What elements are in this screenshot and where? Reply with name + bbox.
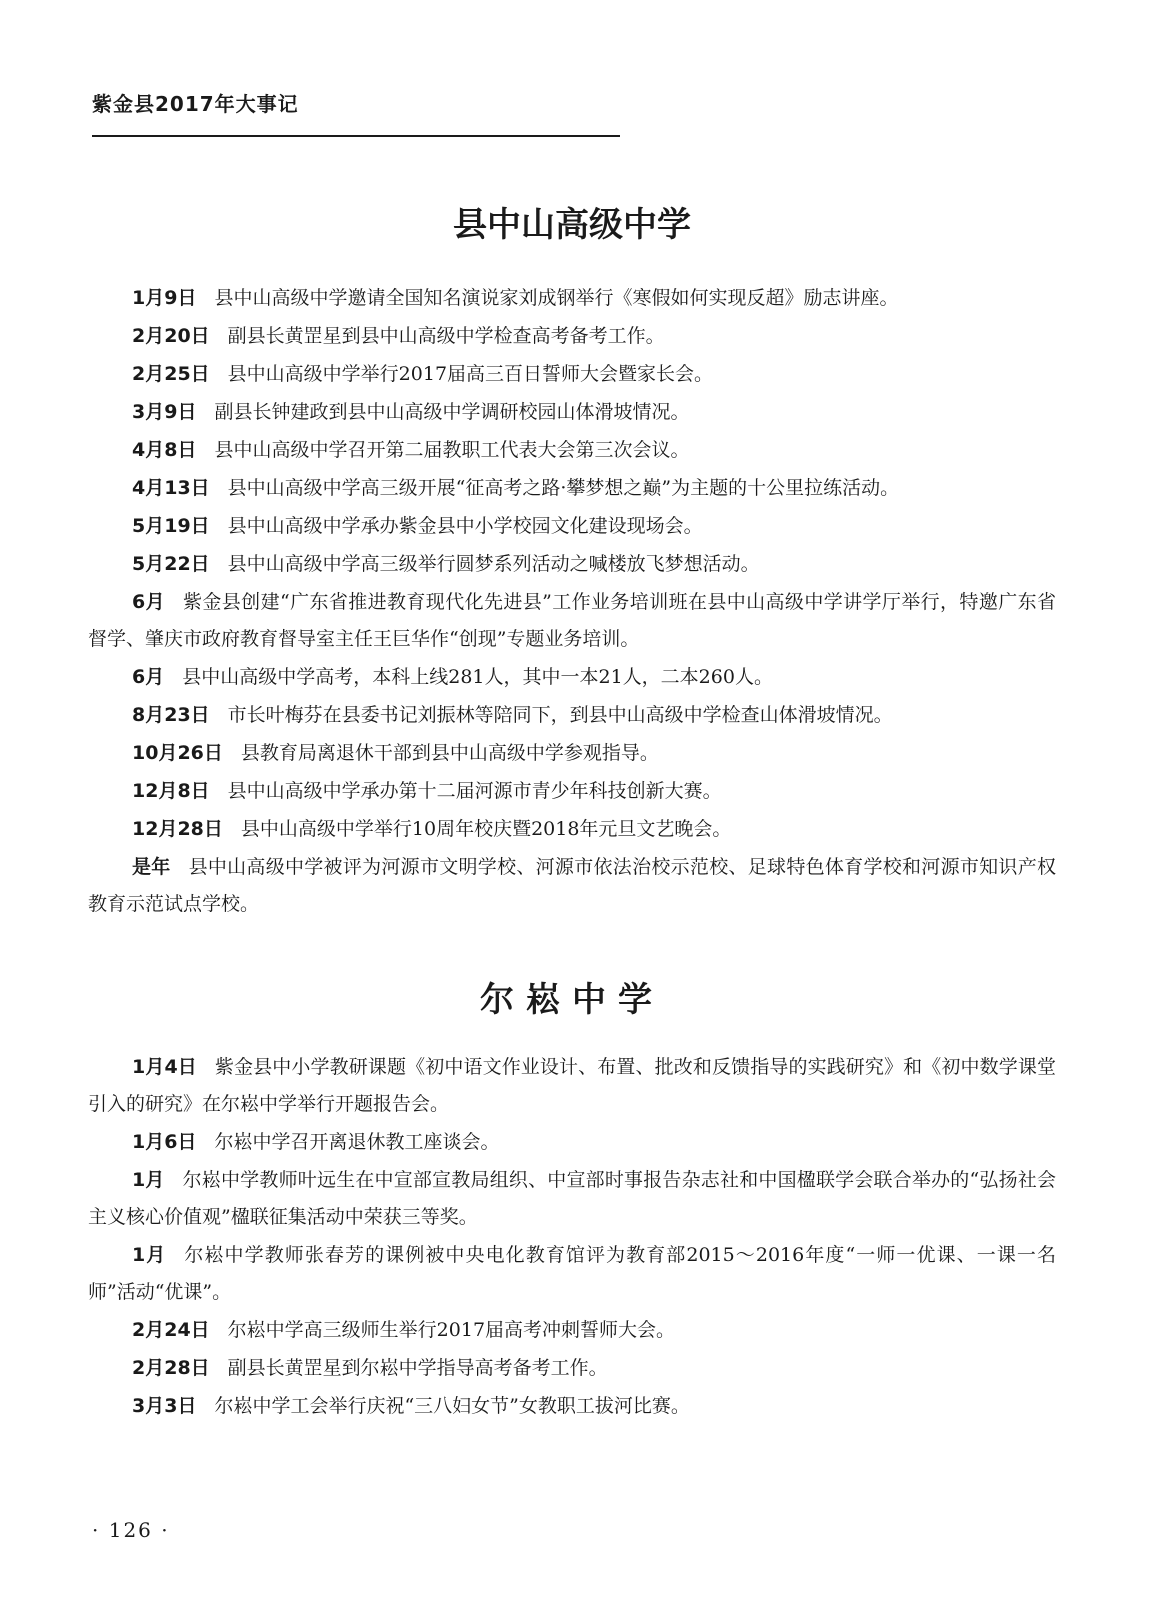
entry-text: 紫金县中小学教研课题《初中语文作业设计、布置、批改和反馈指导的实践研究》和《初中数学课堂引入的研究》在尔崧中学举行开题报告会。: [88, 1056, 1056, 1115]
entry-list: [88, 280, 1056, 923]
page-number: · 126 ·: [92, 1518, 170, 1542]
entry-date: 6月: [132, 666, 165, 688]
entry-text: 尔崧中学教师叶远生在中宣部宣教局组织、中宣部时事报告杂志社和中国楹联学会联合举办的“弘扬社会主义核心价值观”楹联征集活动中荣获三等奖。: [88, 1169, 1056, 1228]
entry-text: 县中山高级中学高考，本科上线281人，其中一本21人，二本260人。: [182, 666, 773, 688]
list-item: [88, 659, 1056, 696]
entry-date: 6月: [132, 591, 166, 613]
entry-date: 1月4日: [132, 1056, 197, 1078]
entry-date: 12月28日: [132, 818, 223, 840]
entry-date: 1月9日: [132, 287, 197, 309]
entry-text: 县中山高级中学举行10周年校庆暨2018年元旦文艺晚会。: [240, 818, 732, 840]
list-item: [88, 546, 1056, 583]
entry-date: 2月25日: [132, 363, 210, 385]
entry-date: 4月8日: [132, 439, 197, 461]
entry-date: 是年: [132, 856, 171, 878]
entry-date: 2月28日: [132, 1357, 210, 1379]
page-content: [88, 200, 1056, 1426]
entry-text: 县中山高级中学举行2017届高三百日誓师大会暨家长会。: [227, 363, 714, 385]
entry-date: 5月22日: [132, 553, 210, 575]
entry-text: 紫金县创建“广东省推进教育现代化先进县”工作业务培训班在县中山高级中学讲学厅举行，特邀广东省督学、肇庆市政府教育督导室主任王巨华作“创现”专题业务培训。: [88, 591, 1056, 650]
entry-date: 3月9日: [132, 401, 197, 423]
list-item: [88, 508, 1056, 545]
entry-date: 2月24日: [132, 1319, 210, 1341]
list-item: [88, 1124, 1056, 1161]
list-item: [88, 470, 1056, 507]
entry-text: 县中山高级中学邀请全国知名演说家刘成钢举行《寒假如何实现反超》励志讲座。: [214, 287, 899, 309]
entry-date: 1月: [132, 1244, 167, 1266]
section-title: 县中山高级中学: [453, 205, 691, 245]
entry-date: 1月: [132, 1169, 165, 1191]
list-item: [88, 697, 1056, 734]
list-item: [88, 318, 1056, 355]
list-item: [88, 356, 1056, 393]
header-rule: [92, 135, 620, 137]
list-item: [88, 849, 1056, 923]
entry-text: 副县长黄罡星到县中山高级中学检查高考备考工作。: [227, 325, 665, 347]
entry-text: 县中山高级中学高三级举行圆梦系列活动之喊楼放飞梦想活动。: [227, 553, 760, 575]
entry-date: 4月13日: [132, 477, 210, 499]
entry-text: 副县长钟建政到县中山高级中学调研校园山体滑坡情况。: [214, 401, 690, 423]
entry-text: 县中山高级中学召开第二届教职工代表大会第三次会议。: [214, 439, 690, 461]
entry-text: 尔崧中学高三级师生举行2017届高考冲刺誓师大会。: [227, 1319, 676, 1341]
entry-text: 县中山高级中学高三级开展“征高考之路·攀梦想之巅”为主题的十公里拉练活动。: [227, 477, 900, 499]
entry-date: 2月20日: [132, 325, 210, 347]
entry-text: 县中山高级中学被评为河源市文明学校、河源市依法治校示范校、足球特色体育学校和河源市知识产权教育示范试点学校。: [88, 856, 1056, 915]
list-item: [88, 1162, 1056, 1236]
running-head: 紫金县2017年大事记: [92, 92, 299, 116]
list-item: [88, 432, 1056, 469]
list-item: [88, 773, 1056, 810]
entry-date: 12月8日: [132, 780, 210, 802]
entry-text: 尔崧中学召开离退休教工座谈会。: [214, 1131, 500, 1153]
entry-text: 县中山高级中学承办第十二届河源市青少年科技创新大赛。: [227, 780, 722, 802]
entry-text: 尔崧中学教师张春芳的课例被中央电化教育馆评为教育部2015～2016年度“一师一优课、一课一名师”活动“优课”。: [88, 1244, 1056, 1303]
entry-date: 5月19日: [132, 515, 210, 537]
list-item: [88, 1312, 1056, 1349]
entry-text: 市长叶梅芬在县委书记刘振林等陪同下，到县中山高级中学检查山体滑坡情况。: [227, 704, 893, 726]
list-item: [88, 394, 1056, 431]
list-item: [88, 1237, 1056, 1311]
entry-text: 尔崧中学工会举行庆祝“三八妇女节”女教职工拔河比赛。: [214, 1395, 690, 1417]
entry-text: 县中山高级中学承办紫金县中小学校园文化建设现场会。: [227, 515, 703, 537]
entry-list: [88, 1049, 1056, 1425]
list-item: [88, 1350, 1056, 1387]
list-item: [88, 735, 1056, 772]
list-item: [88, 1049, 1056, 1123]
entry-date: 1月6日: [132, 1131, 197, 1153]
list-item: [88, 811, 1056, 848]
list-item: [88, 280, 1056, 317]
list-item: [88, 1388, 1056, 1425]
entry-date: 8月23日: [132, 704, 210, 726]
entry-text: 县教育局离退休干部到县中山高级中学参观指导。: [240, 742, 659, 764]
entry-date: 10月26日: [132, 742, 223, 764]
section-title: 尔崧中学: [480, 980, 664, 1020]
entry-date: 3月3日: [132, 1395, 197, 1417]
list-item: [88, 584, 1056, 658]
entry-text: 副县长黄罡星到尔崧中学指导高考备考工作。: [227, 1357, 608, 1379]
